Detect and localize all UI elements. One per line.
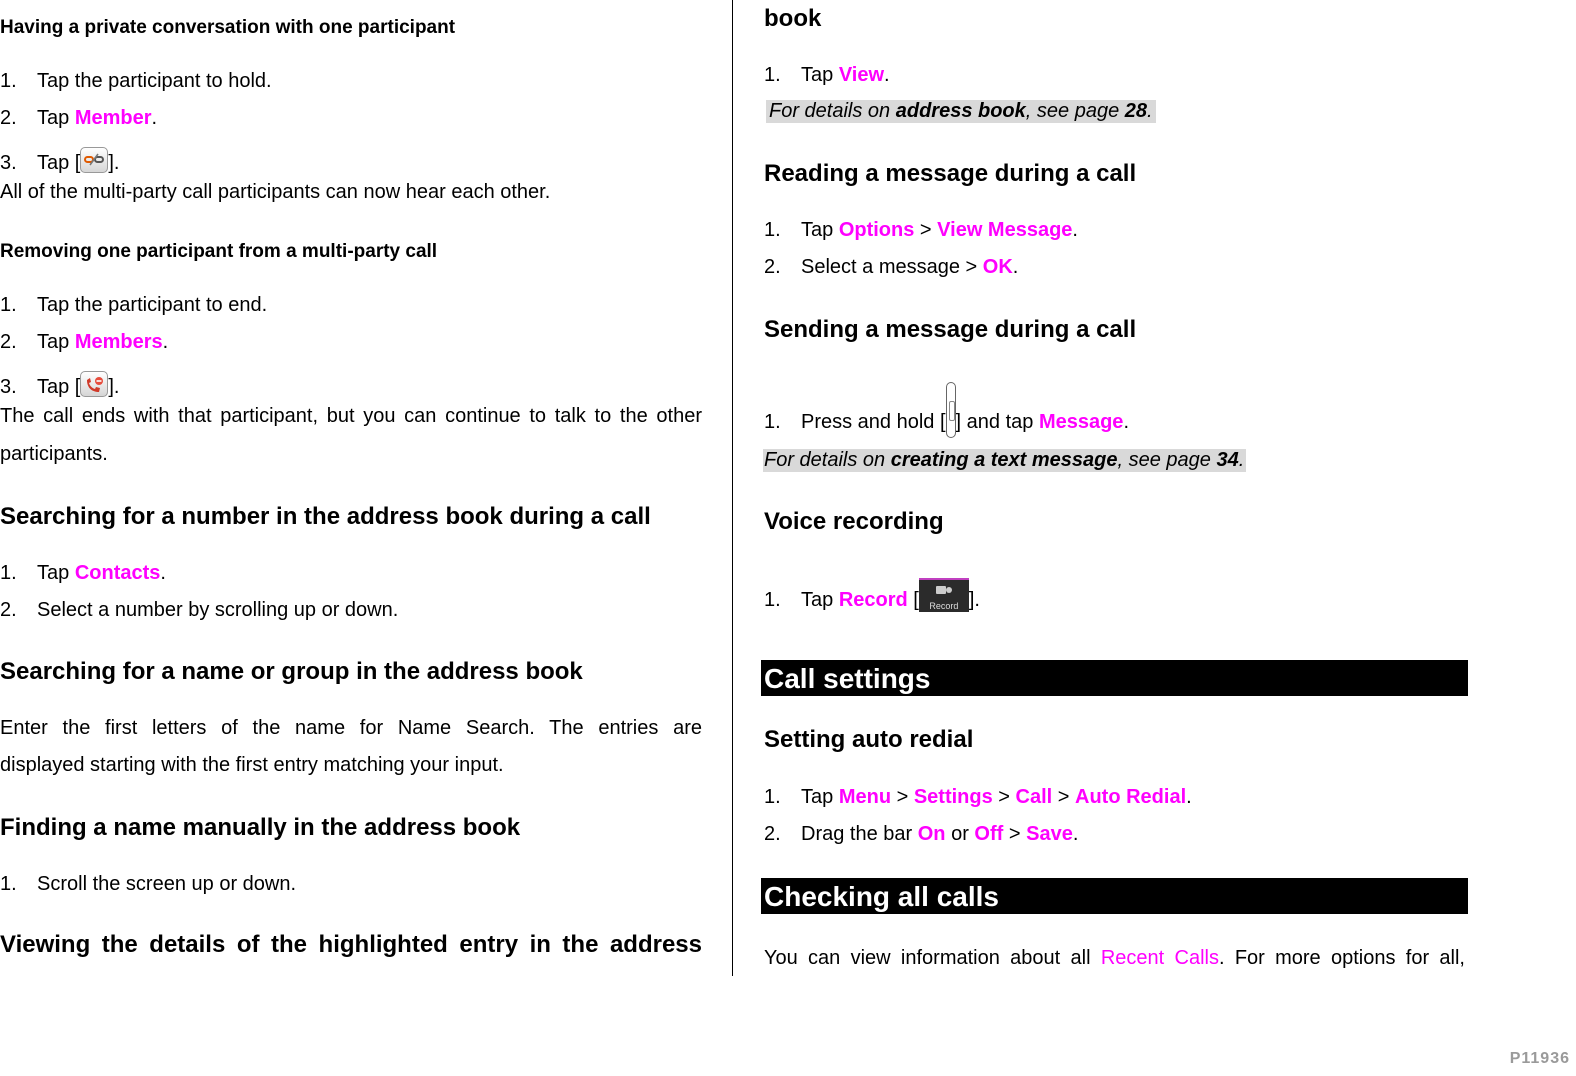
list-item: 1. Tap View. [764,64,890,86]
list-item: 1. Tap Contacts. [0,562,166,584]
view-keyword: View [838,64,885,86]
auto-redial-keyword: Auto Redial [1075,786,1187,808]
remove-result-line2: participants. [0,443,108,465]
view-message-keyword: View Message [937,219,1073,241]
find-heading: Finding a name manually in the address book [0,814,521,841]
remove-result-line1: The call ends with that participant, but you can continue to talk to the other [0,405,702,427]
list-item: 1. Tap Options > View Message. [764,219,1078,241]
on-keyword: On [917,823,946,845]
viewing-heading-cont: book [764,5,822,32]
list-item: 2. Tap Member. [0,107,158,129]
recent-calls-keyword: Recent Calls [1100,947,1219,969]
list-item: 1. Tap the participant to end. [0,294,268,316]
list-item: 1. Tap Record [ Record ]. [764,578,980,612]
unlink-icon [80,147,108,173]
contacts-keyword: Contacts [74,562,161,584]
members-keyword: Members [74,331,163,353]
list-item: 1. Press and hold [ ] and tap Message. [764,411,1129,438]
viewing-heading: Viewing the details of the highlighted entry in the address [0,931,702,958]
private-result: All of the multi-party call participants can now hear each other. [0,181,551,203]
page-number: P11936 [1509,1050,1570,1067]
redial-heading: Setting auto redial [764,726,974,753]
search-number-heading: Searching for a number in the address book during a call [0,503,651,530]
recent-calls-paragraph: You can view information about all Recent Calls. For more options for all, [764,947,1465,969]
list-item: 1. Tap the participant to hold. [0,70,272,92]
list-item: 2. Select a message > OK. [764,256,1019,278]
list-item: 2. Drag the bar On or Off > Save. [764,823,1079,845]
note-address-book: For details on address book, see page 28. [766,100,1156,123]
call-keyword: Call [1015,786,1053,808]
list-item: 1. Tap Menu > Settings > Call > Auto Redial. [764,786,1192,808]
ok-keyword: OK [982,256,1013,278]
list-item: 1. Scroll the screen up or down. [0,873,297,895]
search-name-line1: Enter the first letters of the name for Name Search. The entries are [0,717,702,739]
list-item: 2. Select a number by scrolling up or down. [0,599,399,621]
call-settings-banner: Call settings [761,660,1468,696]
settings-keyword: Settings [913,786,993,808]
message-keyword: Message [1038,411,1124,433]
search-name-heading: Searching for a name or group in the address book [0,658,583,685]
remove-heading: Removing one participant from a multi-party call [0,241,438,262]
search-name-line2: displayed starting with the first entry matching your input. [0,754,504,776]
reading-heading: Reading a message during a call [764,160,1137,187]
record-icon: Record [919,578,969,612]
menu-keyword: Menu [838,786,892,808]
list-item: 3. Tap [ ]. [0,147,119,175]
record-keyword: Record [838,589,908,611]
voice-heading: Voice recording [764,508,944,535]
list-item: 2. Tap Members. [0,331,169,353]
options-keyword: Options [838,219,915,241]
off-keyword: Off [974,823,1004,845]
sending-heading: Sending a message during a call [764,316,1137,343]
column-divider [732,0,733,976]
note-text-message: For details on creating a text message, see page 34. [764,449,1245,471]
save-keyword: Save [1026,823,1073,845]
member-keyword: Member [74,107,152,129]
checking-calls-banner: Checking all calls [761,878,1468,914]
side-key-icon [946,382,956,438]
end-call-icon [80,371,108,397]
private-heading: Having a private conversation with one participant [0,17,456,38]
list-item: 3. Tap [ ]. [0,371,119,399]
